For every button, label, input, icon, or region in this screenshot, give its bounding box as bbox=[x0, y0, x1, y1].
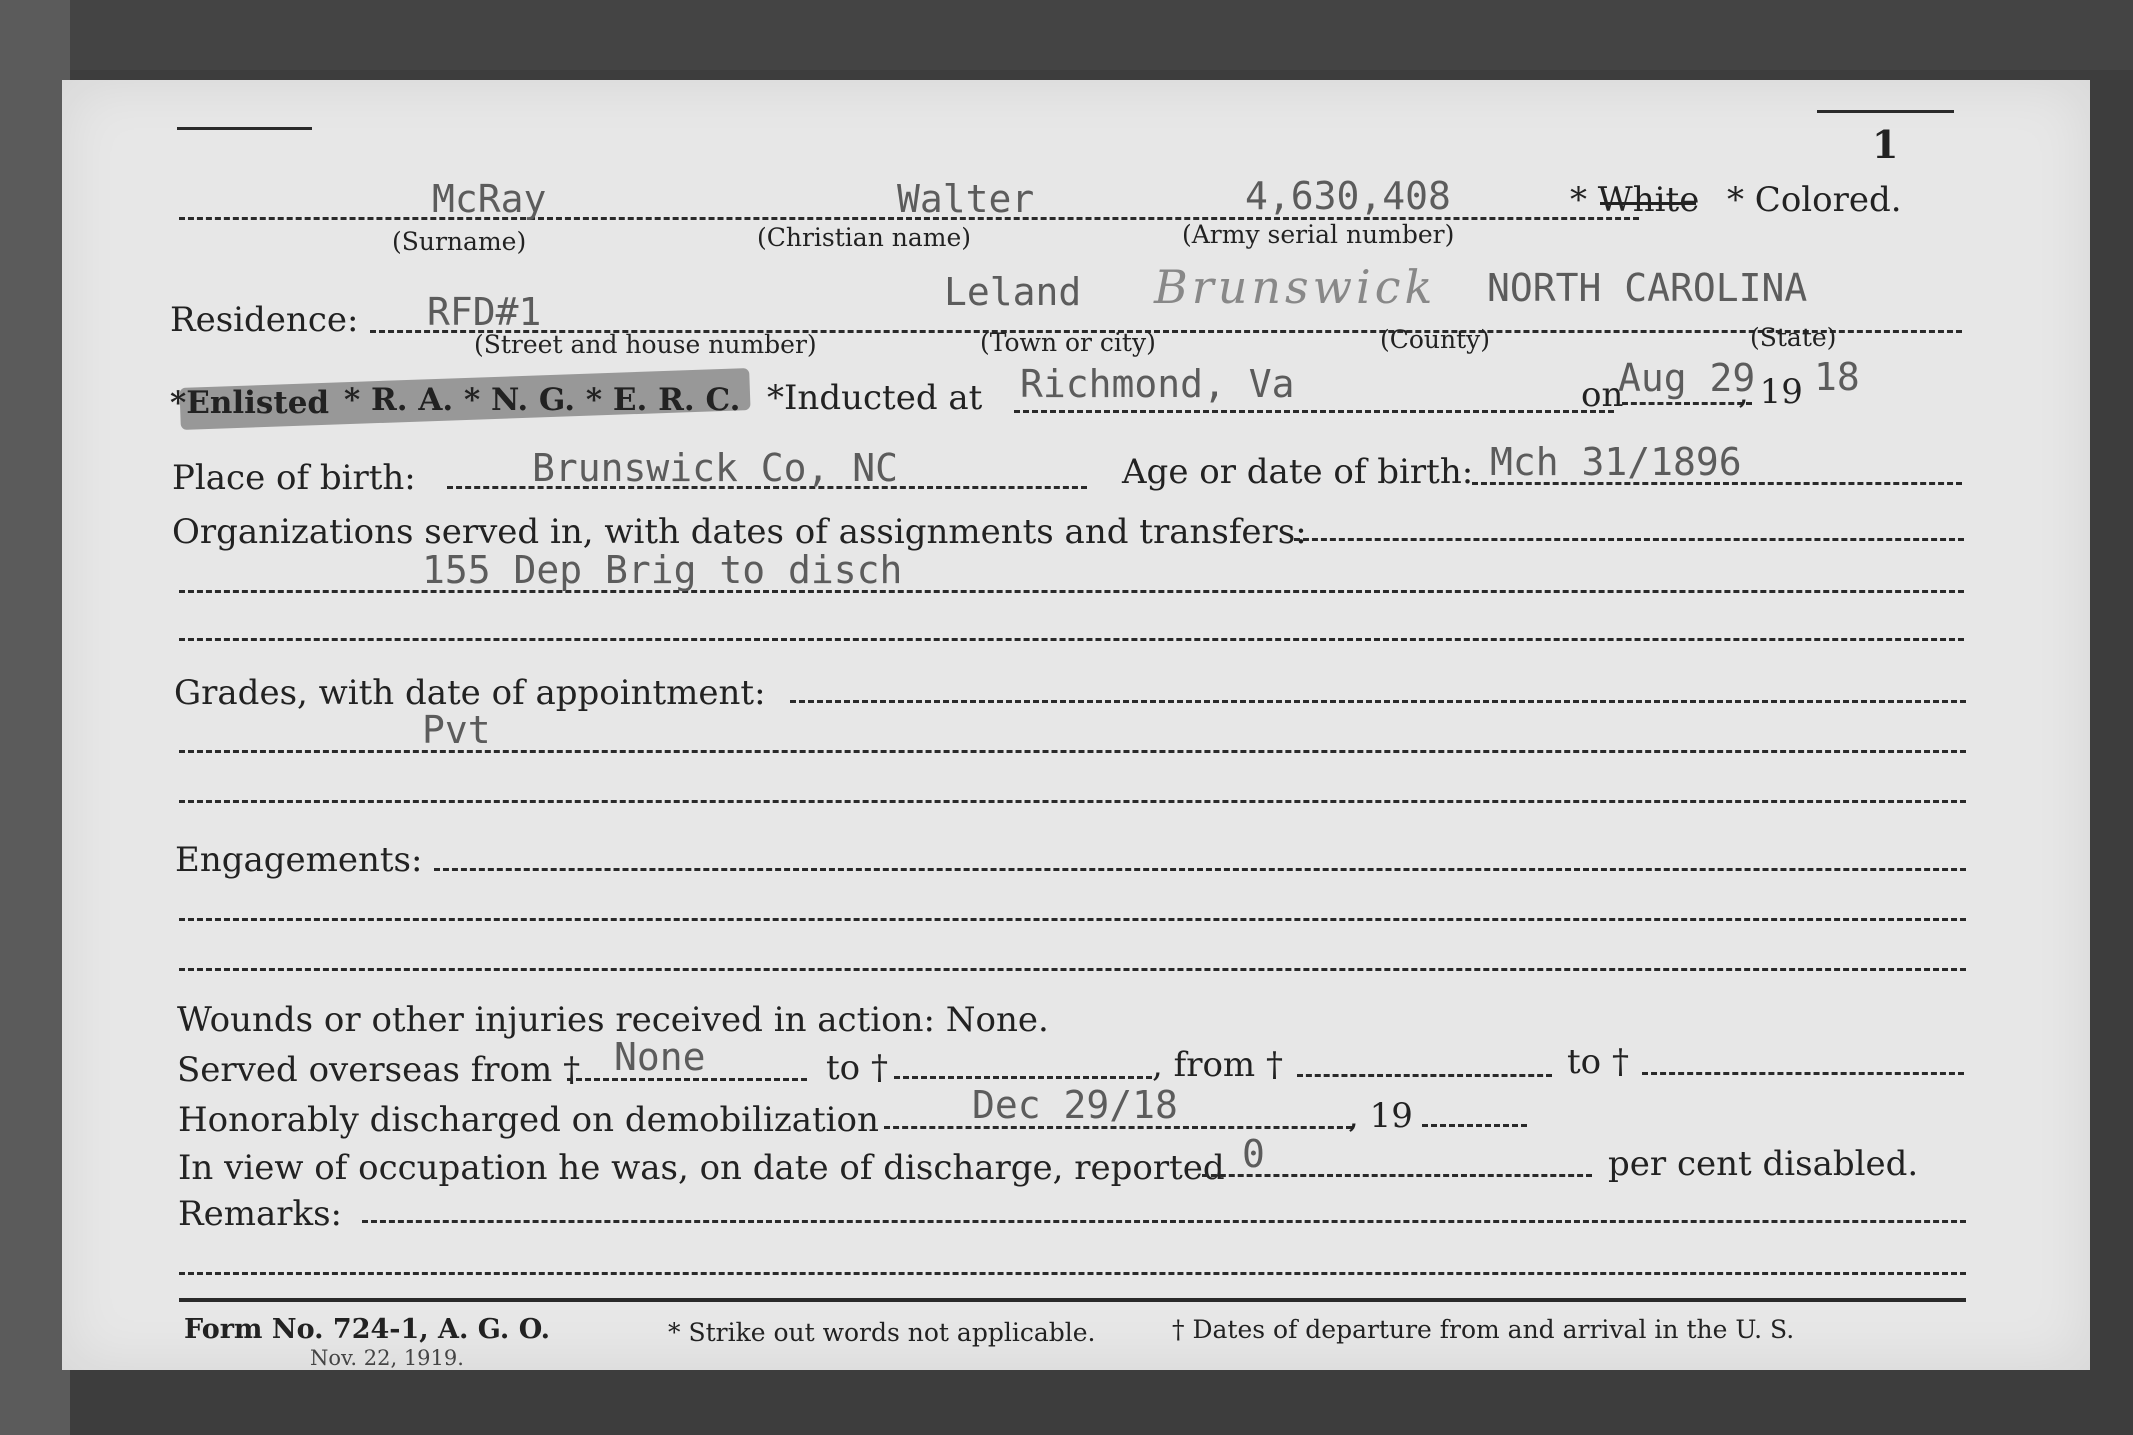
white-label: * White bbox=[1570, 180, 1700, 220]
engagements-line-1 bbox=[434, 868, 1966, 871]
overseas-to-label: to † bbox=[826, 1048, 888, 1088]
wounds-label: Wounds or other injuries received in action: None. bbox=[177, 1000, 1049, 1040]
christian-name-value: Walter bbox=[897, 177, 1035, 221]
place-of-birth-label: Place of birth: bbox=[172, 458, 416, 498]
date-of-birth-value: Mch 31/1896 bbox=[1490, 440, 1742, 484]
overseas-to-2-label: to † bbox=[1567, 1042, 1629, 1082]
service-record-card bbox=[62, 80, 2090, 1370]
enlisted-label: *Enlisted bbox=[170, 385, 330, 421]
grades-value: Pvt bbox=[422, 708, 491, 752]
disability-value: 0 bbox=[1242, 1132, 1265, 1176]
place-of-birth-value: Brunswick Co, NC bbox=[532, 446, 899, 490]
state-caption: (State) bbox=[1750, 323, 1837, 352]
organizations-value: 155 Dep Brig to disch bbox=[422, 548, 903, 592]
state-value: NORTH CAROLINA bbox=[1487, 266, 1808, 310]
engagements-line-2 bbox=[179, 918, 1966, 921]
town-caption: (Town or city) bbox=[980, 328, 1156, 357]
overseas-from-label: Served overseas from † bbox=[177, 1050, 581, 1090]
induction-date-value: Aug 29 bbox=[1618, 356, 1756, 400]
inducted-at-value: Richmond, Va bbox=[1020, 362, 1295, 406]
overseas-from-2-line bbox=[1297, 1074, 1552, 1077]
top-right-rule bbox=[1817, 110, 1954, 113]
town-value: Leland bbox=[944, 270, 1082, 314]
grades-line-1 bbox=[790, 700, 1966, 703]
organizations-line-1 bbox=[1294, 538, 1964, 541]
white-option bbox=[1570, 180, 1699, 220]
overseas-to-line bbox=[894, 1076, 1152, 1079]
discharge-year-line bbox=[1422, 1124, 1527, 1127]
discharge-year-label: , 19 bbox=[1348, 1096, 1413, 1136]
inducted-line bbox=[1014, 410, 1614, 413]
county-caption: (County) bbox=[1380, 325, 1491, 354]
christian-name-caption: (Christian name) bbox=[757, 223, 972, 252]
organizations-label: Organizations served in, with dates of assignments and transfers: bbox=[172, 512, 1307, 552]
inducted-label: *Inducted at bbox=[767, 378, 983, 418]
discharge-date-value: Dec 29/18 bbox=[972, 1083, 1178, 1127]
serial-number-value: 4,630,408 bbox=[1245, 174, 1451, 218]
form-date: Nov. 22, 1919. bbox=[310, 1346, 464, 1370]
form-number: Form No. 724-1, A. G. O. bbox=[184, 1314, 551, 1345]
organizations-line-3 bbox=[179, 638, 1964, 641]
induction-date-line bbox=[1622, 402, 1752, 405]
disability-label: In view of occupation he was, on date of discharge, reported bbox=[178, 1148, 1225, 1188]
engagements-label: Engagements: bbox=[175, 840, 423, 880]
overseas-from-2-label: , from † bbox=[1152, 1045, 1283, 1085]
overseas-to-2-line bbox=[1642, 1072, 1964, 1075]
scan-background-top bbox=[0, 0, 2133, 70]
disability-suffix: per cent disabled. bbox=[1608, 1144, 1919, 1184]
age-label: Age or date of birth: bbox=[1122, 452, 1474, 492]
street-value: RFD#1 bbox=[427, 290, 542, 334]
serial-number-caption: (Army serial number) bbox=[1182, 220, 1455, 249]
grades-label: Grades, with date of appointment: bbox=[174, 673, 766, 713]
street-caption: (Street and house number) bbox=[474, 330, 817, 359]
dates-note: † Dates of departure from and arrival in the U. S. bbox=[1172, 1315, 1795, 1344]
remarks-line-1 bbox=[362, 1220, 1966, 1223]
induction-year-prefix: , 19 bbox=[1738, 372, 1803, 412]
remarks-label: Remarks: bbox=[178, 1194, 342, 1234]
on-label: on bbox=[1581, 375, 1624, 415]
residence-label: Residence: bbox=[170, 300, 359, 340]
colored-option: * Colored. bbox=[1727, 180, 1902, 220]
top-left-rule bbox=[177, 127, 312, 130]
county-value-handwritten: Brunswick bbox=[1154, 260, 1437, 314]
card-number: 1 bbox=[1872, 122, 1899, 167]
scan-background-left bbox=[0, 0, 70, 1435]
remarks-line-2 bbox=[179, 1272, 1966, 1275]
discharge-label: Honorably discharged on demobilization bbox=[178, 1100, 879, 1140]
strike-note: * Strike out words not applicable. bbox=[668, 1318, 1096, 1347]
footer-rule bbox=[179, 1298, 1966, 1302]
surname-caption: (Surname) bbox=[392, 227, 527, 256]
induction-year-suffix: 18 bbox=[1814, 355, 1860, 399]
white-strikethrough bbox=[1600, 202, 1696, 205]
surname-value: McRay bbox=[432, 177, 547, 221]
overseas-from-value: None bbox=[614, 1035, 706, 1079]
engagements-line-3 bbox=[179, 968, 1966, 971]
enlistment-options: * R. A. * N. G. * E. R. C. bbox=[344, 382, 741, 418]
grades-line-3 bbox=[179, 800, 1966, 803]
